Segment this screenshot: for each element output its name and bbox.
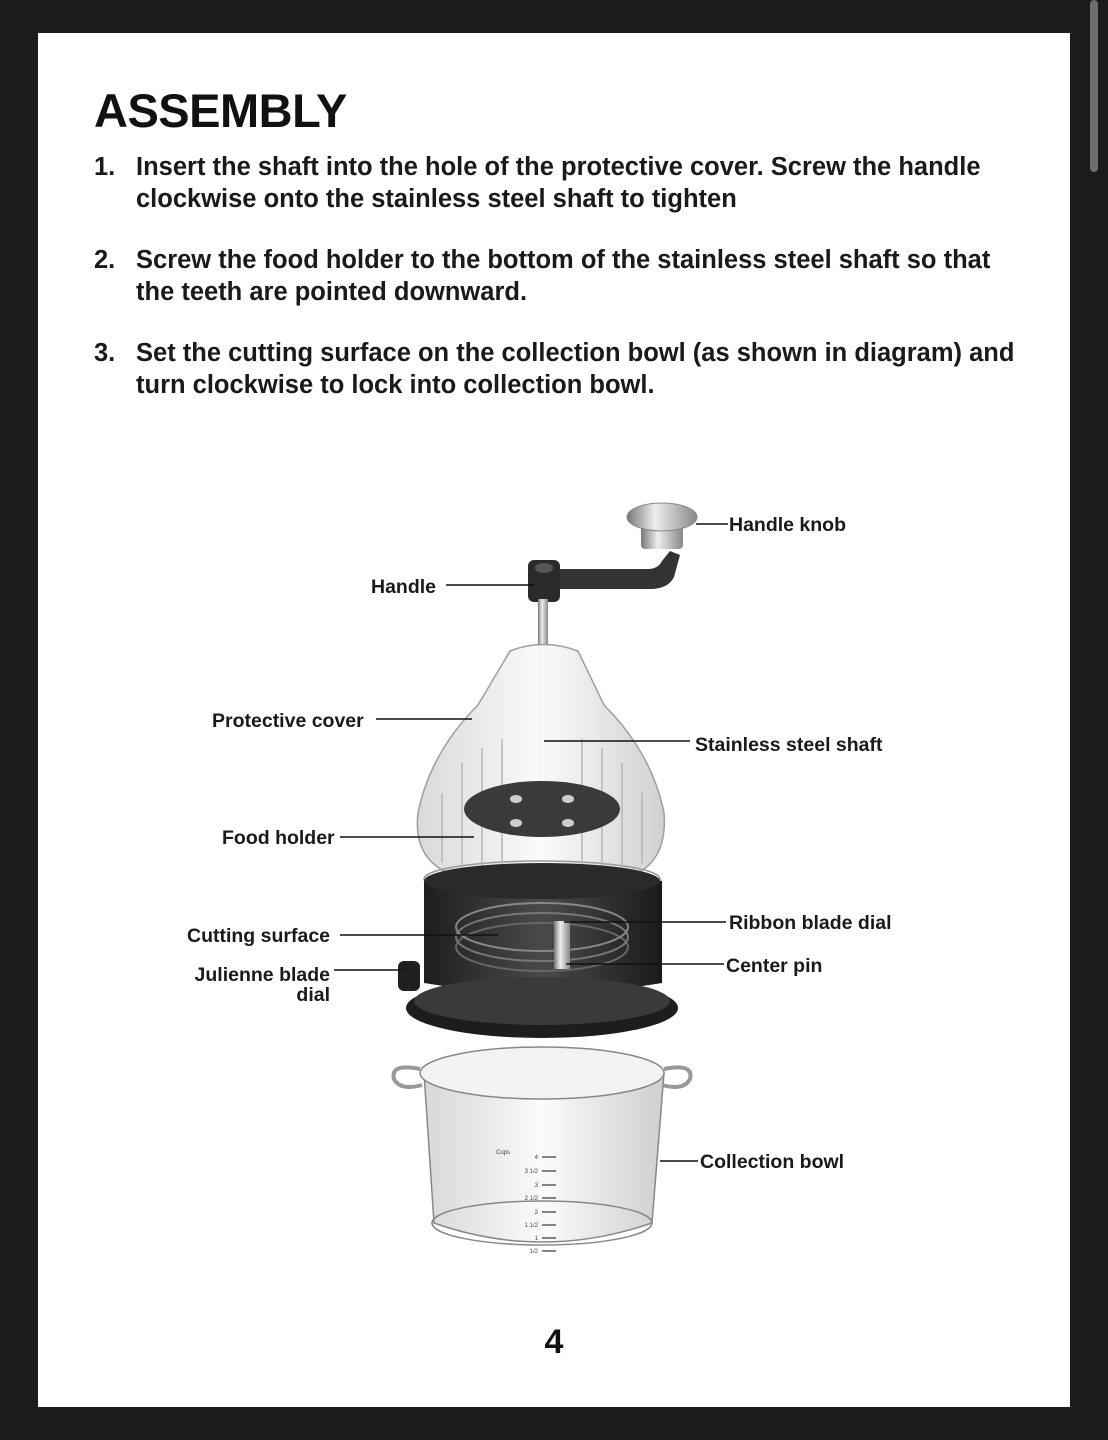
- label-julienne-blade-dial: [168, 965, 330, 1005]
- page-title: ASSEMBLY: [94, 84, 347, 137]
- bowl-marking: Cups: [495, 1150, 510, 1156]
- label-collection-bowl: Collection bowl: [700, 1151, 845, 1173]
- food-holder-part: [464, 781, 620, 837]
- step-text: Insert the shaft into the hole of the protective cover. Screw the handle clockwise onto the stainless steel shaft to tighten: [136, 153, 981, 213]
- bowl-marking: 1: [534, 1236, 538, 1242]
- bowl-marking: 2: [534, 1210, 538, 1216]
- label-handle-knob: Handle knob: [729, 514, 847, 536]
- manual-page: [38, 33, 1070, 1407]
- label-julienne-line-2: dial: [296, 984, 330, 1006]
- bowl-marking: 2 1/2: [524, 1196, 538, 1202]
- label-food-holder: Food holder: [222, 827, 335, 849]
- label-cutting-surface: Cutting surface: [187, 925, 331, 947]
- protective-cover-part: [417, 645, 664, 898]
- label-julienne-line-1: Julienne blade: [194, 964, 330, 986]
- collection-bowl-part: [394, 1047, 691, 1255]
- step-number: 2.: [94, 246, 116, 274]
- label-stainless-steel-shaft: Stainless steel shaft: [695, 734, 883, 756]
- label-handle: Handle: [371, 576, 437, 598]
- scrollbar[interactable]: [1090, 0, 1098, 172]
- handle-part: [528, 551, 680, 602]
- bowl-marking: 4: [534, 1155, 538, 1161]
- spiralizer-diagram: [38, 33, 1070, 1407]
- label-protective-cover: Protective cover: [212, 710, 364, 732]
- step-number: 3.: [94, 339, 116, 367]
- bowl-marking: 3 1/2: [524, 1169, 538, 1175]
- step-text: Set the cutting surface on the collection bowl (as shown in diagram) and turn clockwise to lock into collection bowl.: [136, 339, 1015, 399]
- label-center-pin: Center pin: [726, 955, 823, 977]
- step-number: 1.: [94, 153, 116, 181]
- handle-knob-part: [627, 503, 697, 549]
- cutting-surface-part: [398, 863, 678, 1038]
- bowl-marking: 3: [534, 1183, 538, 1189]
- step-text: Screw the food holder to the bottom of the stainless steel shaft so that the teeth are pointed downward.: [136, 246, 991, 306]
- label-ribbon-blade-dial: Ribbon blade dial: [729, 912, 892, 934]
- bowl-marking: 1 1/2: [524, 1223, 538, 1229]
- bowl-marking: 1/2: [529, 1249, 538, 1255]
- page-number: 4: [544, 1323, 564, 1361]
